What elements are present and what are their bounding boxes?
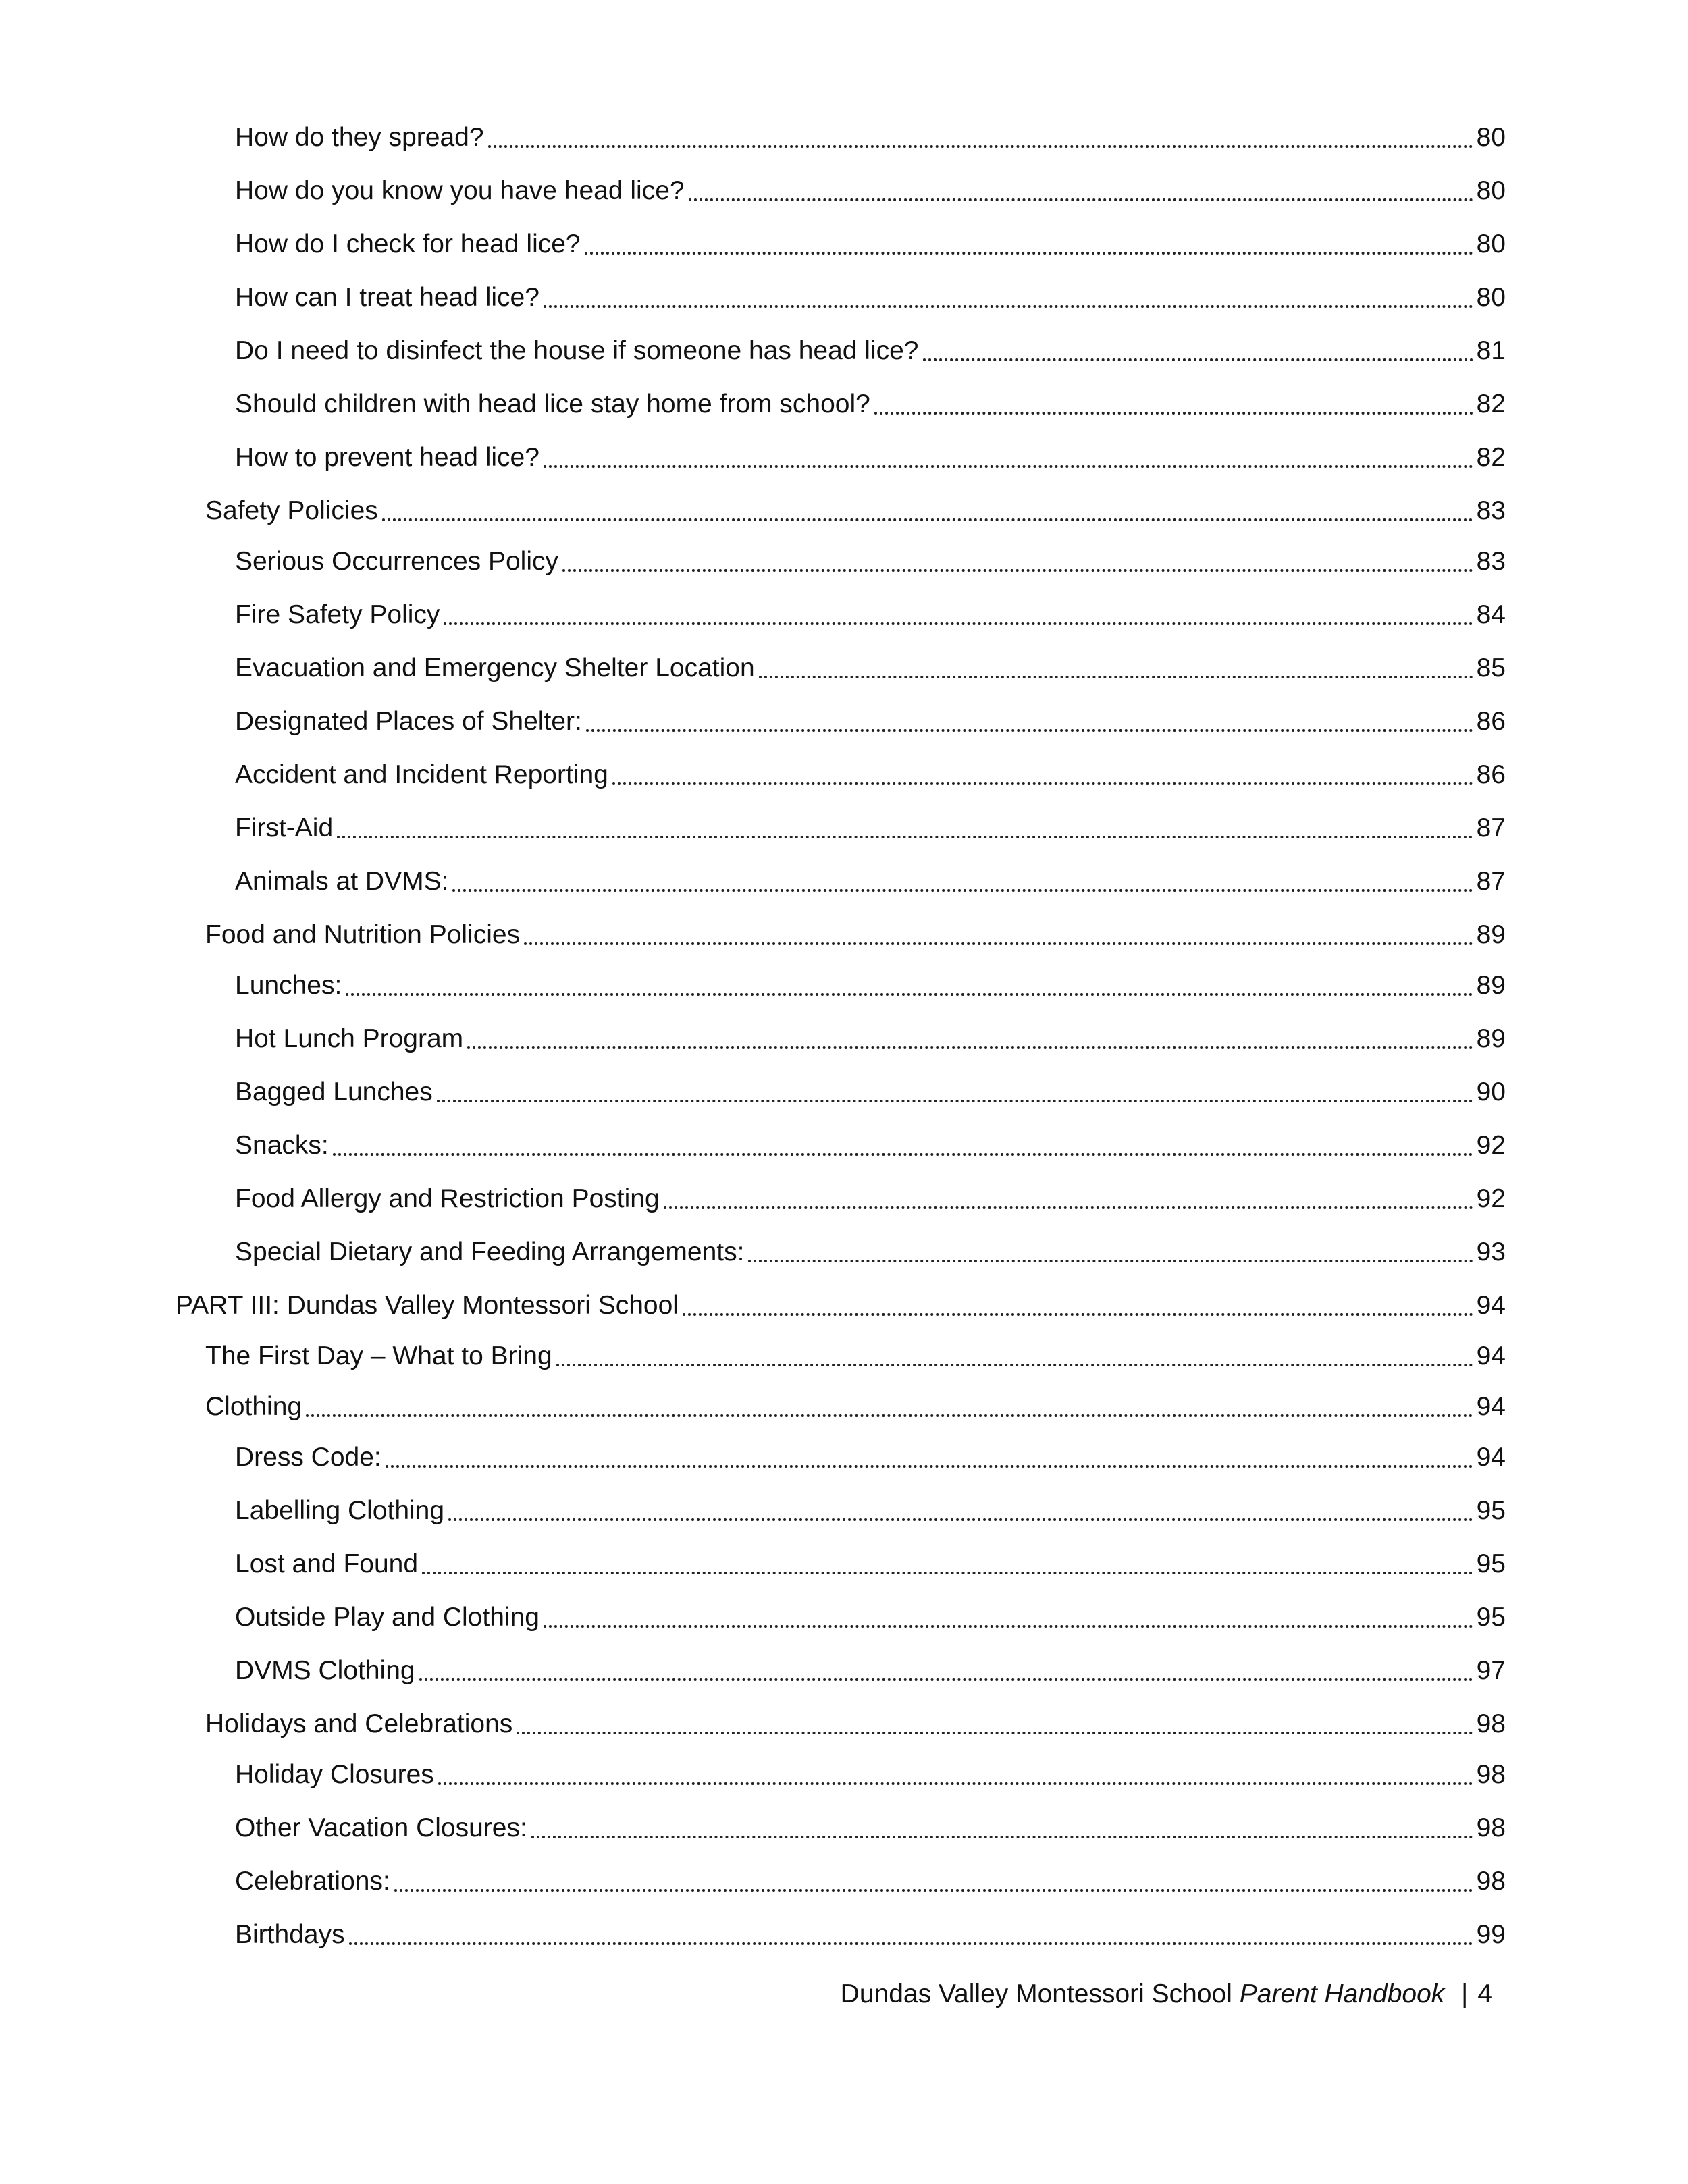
toc-entry-page: 95 <box>1476 1549 1506 1578</box>
toc-entry[interactable] <box>235 223 1506 261</box>
toc-entry[interactable] <box>235 1017 1506 1055</box>
toc-entry-page: 82 <box>1476 390 1506 419</box>
toc-entry-page: 89 <box>1476 920 1506 949</box>
toc-entry[interactable] <box>235 169 1506 207</box>
footer-school-name: Dundas Valley Montessori School <box>840 1979 1232 2008</box>
toc-entry[interactable] <box>235 647 1506 685</box>
dot-leader <box>447 1495 1476 1527</box>
dot-leader <box>418 1655 1476 1687</box>
toc-entry-title: Safety Policies <box>205 496 378 525</box>
toc-entry-page: 90 <box>1476 1077 1506 1107</box>
toc-entry-title: Holidays and Celebrations <box>205 1709 513 1738</box>
toc-entry[interactable] <box>235 1753 1506 1791</box>
toc-entry-page: 94 <box>1476 1341 1506 1370</box>
toc-entry-page: 98 <box>1476 1709 1506 1738</box>
toc-entry-page: 89 <box>1476 1024 1506 1053</box>
dot-leader <box>583 228 1476 261</box>
toc-entry[interactable] <box>235 1489 1506 1527</box>
dot-leader <box>305 1391 1476 1423</box>
toc-entry[interactable] <box>235 860 1506 898</box>
toc-entry[interactable] <box>235 1124 1506 1162</box>
toc-entry[interactable] <box>205 1385 1506 1423</box>
dot-leader <box>555 1340 1476 1373</box>
dot-leader <box>393 1865 1476 1898</box>
toc-entry-page: 98 <box>1476 1760 1506 1789</box>
toc-entry-page: 93 <box>1476 1237 1506 1267</box>
toc-entry-title: Fire Safety Policy <box>235 600 440 629</box>
dot-leader <box>421 1548 1476 1580</box>
toc-entry-title: Snacks: <box>235 1131 329 1160</box>
toc-entry-page: 81 <box>1476 336 1506 365</box>
dot-leader <box>523 919 1476 951</box>
toc-entry[interactable] <box>235 383 1506 421</box>
dot-leader <box>542 1601 1476 1634</box>
dot-leader <box>487 122 1476 154</box>
dot-leader <box>873 388 1476 421</box>
toc-entry[interactable] <box>235 1436 1506 1474</box>
toc-entry-page: 95 <box>1476 1496 1506 1525</box>
toc-entry-page: 83 <box>1476 547 1506 576</box>
toc-entry-title: Clothing <box>205 1392 302 1421</box>
footer-document-title: Parent Handbook <box>1239 1979 1445 2008</box>
dot-leader <box>332 1129 1476 1162</box>
dot-leader <box>747 1236 1476 1269</box>
page-footer <box>841 1977 1492 2012</box>
dot-leader <box>336 812 1476 845</box>
toc-entry-page: 95 <box>1476 1603 1506 1632</box>
dot-leader <box>530 1812 1476 1844</box>
toc-entry[interactable] <box>235 1543 1506 1580</box>
toc-entry[interactable] <box>235 276 1506 314</box>
toc-entry[interactable] <box>235 329 1506 367</box>
dot-leader <box>758 652 1476 685</box>
toc-entry[interactable] <box>235 1231 1506 1269</box>
toc-entry-title: Food and Nutrition Policies <box>205 920 521 949</box>
toc-entry[interactable] <box>235 116 1506 154</box>
dot-leader <box>384 1441 1476 1474</box>
dot-leader <box>437 1759 1476 1791</box>
dot-leader <box>436 1076 1476 1109</box>
toc-entry[interactable] <box>235 436 1506 474</box>
toc-entry-page: 87 <box>1476 814 1506 843</box>
toc-entry[interactable] <box>235 1177 1506 1215</box>
toc-entry-title: Labelling Clothing <box>235 1496 445 1525</box>
toc-entry-page: 94 <box>1476 1392 1506 1421</box>
dot-leader <box>922 335 1477 367</box>
dot-leader <box>542 442 1476 474</box>
toc-entry-page: 94 <box>1476 1291 1506 1320</box>
toc-entry-title: The First Day – What to Bring <box>205 1341 552 1370</box>
toc-entry-title: Birthdays <box>235 1920 345 1949</box>
toc-entry-page: 83 <box>1476 496 1506 525</box>
toc-entry[interactable] <box>205 913 1506 951</box>
toc-entry-title: Celebrations: <box>235 1867 390 1896</box>
toc-entry[interactable] <box>235 964 1506 1002</box>
toc-entry-page: 89 <box>1476 971 1506 1000</box>
toc-entry[interactable] <box>235 540 1506 578</box>
toc-entry-title: Bagged Lunches <box>235 1077 433 1107</box>
dot-leader <box>585 705 1476 738</box>
toc-entry-title: How to prevent head lice? <box>235 443 539 472</box>
toc-entry[interactable] <box>205 1335 1506 1373</box>
toc-entry[interactable] <box>176 1284 1506 1322</box>
toc-entry-page: 94 <box>1476 1443 1506 1472</box>
toc-entry-page: 92 <box>1476 1131 1506 1160</box>
toc-entry-title: DVMS Clothing <box>235 1656 415 1685</box>
dot-leader <box>442 599 1476 631</box>
toc-entry[interactable] <box>235 807 1506 845</box>
toc-entry-title: Holiday Closures <box>235 1760 434 1789</box>
dot-leader <box>344 969 1476 1002</box>
toc-entry-page: 80 <box>1476 123 1506 152</box>
toc-entry-page: 82 <box>1476 443 1506 472</box>
dot-leader <box>681 1289 1476 1322</box>
toc-entry[interactable] <box>205 1703 1506 1740</box>
toc-entry-title: How do they spread? <box>235 123 484 152</box>
dot-leader <box>451 865 1476 898</box>
toc-entry[interactable] <box>205 489 1506 527</box>
toc-entry-page: 97 <box>1476 1656 1506 1685</box>
toc-entry-title: Outside Play and Clothing <box>235 1603 539 1632</box>
dot-leader <box>611 759 1476 791</box>
toc-entry-title: Evacuation and Emergency Shelter Location <box>235 654 755 683</box>
toc-entry-title: Food Allergy and Restriction Posting <box>235 1184 660 1213</box>
toc-entry[interactable] <box>235 593 1506 631</box>
toc-entry-page: 85 <box>1476 654 1506 683</box>
toc-entry-page: 84 <box>1476 600 1506 629</box>
toc-entry-title: Designated Places of Shelter: <box>235 707 582 736</box>
toc-entry-title: First-Aid <box>235 814 334 843</box>
toc-entry-page: 98 <box>1476 1813 1506 1842</box>
toc-entry-title: Animals at DVMS: <box>235 867 449 896</box>
dot-leader <box>561 545 1476 578</box>
toc-entry-title: Do I need to disinfect the house if someone has head lice? <box>235 336 919 365</box>
toc-entry[interactable] <box>235 1596 1506 1634</box>
dot-leader <box>515 1708 1476 1740</box>
toc-entry-title: Serious Occurrences Policy <box>235 547 559 576</box>
toc-entry[interactable] <box>235 1649 1506 1687</box>
toc-entry-title: How do I check for head lice? <box>235 230 581 259</box>
toc-entry-title: Lost and Found <box>235 1549 419 1578</box>
toc-entry[interactable] <box>235 1071 1506 1109</box>
toc-entry-title: Accident and Incident Reporting <box>235 760 608 789</box>
dot-leader <box>466 1023 1476 1055</box>
footer-separator: | <box>1461 1979 1469 2008</box>
toc-entry-title: Lunches: <box>235 971 342 1000</box>
toc-entry-page: 80 <box>1476 283 1506 312</box>
toc-entry-title: Hot Lunch Program <box>235 1024 464 1053</box>
toc-entry-page: 80 <box>1476 230 1506 259</box>
toc-entry-page: 99 <box>1476 1920 1506 1949</box>
toc-entry-page: 87 <box>1476 867 1506 896</box>
toc-entry-page: 98 <box>1476 1867 1506 1896</box>
toc-entry-title: Dress Code: <box>235 1443 381 1472</box>
toc-entry-title: How can I treat head lice? <box>235 283 539 312</box>
toc-entry[interactable] <box>235 753 1506 791</box>
toc-entry-page: 80 <box>1476 176 1506 205</box>
dot-leader <box>381 495 1476 527</box>
toc-entry[interactable] <box>235 700 1506 738</box>
dot-leader <box>542 282 1476 314</box>
toc-entry-page: 92 <box>1476 1184 1506 1213</box>
footer-page-number: 4 <box>1477 1979 1492 2008</box>
dot-leader <box>662 1183 1476 1215</box>
toc-entry-page: 86 <box>1476 707 1506 736</box>
dot-leader <box>348 1919 1476 1951</box>
toc-entry[interactable] <box>235 1807 1506 1844</box>
toc-entry-page: 86 <box>1476 760 1506 789</box>
toc-entry-title: How do you know you have head lice? <box>235 176 685 205</box>
dot-leader <box>687 175 1476 207</box>
toc-entry-title: Other Vacation Closures: <box>235 1813 527 1842</box>
toc-entry[interactable] <box>235 1913 1506 1951</box>
toc-entry-title: PART III: Dundas Valley Montessori School <box>176 1291 679 1320</box>
toc-entry[interactable] <box>235 1860 1506 1898</box>
toc-entry-title: Special Dietary and Feeding Arrangements: <box>235 1237 745 1267</box>
toc-entry-title: Should children with head lice stay home from school? <box>235 390 870 419</box>
